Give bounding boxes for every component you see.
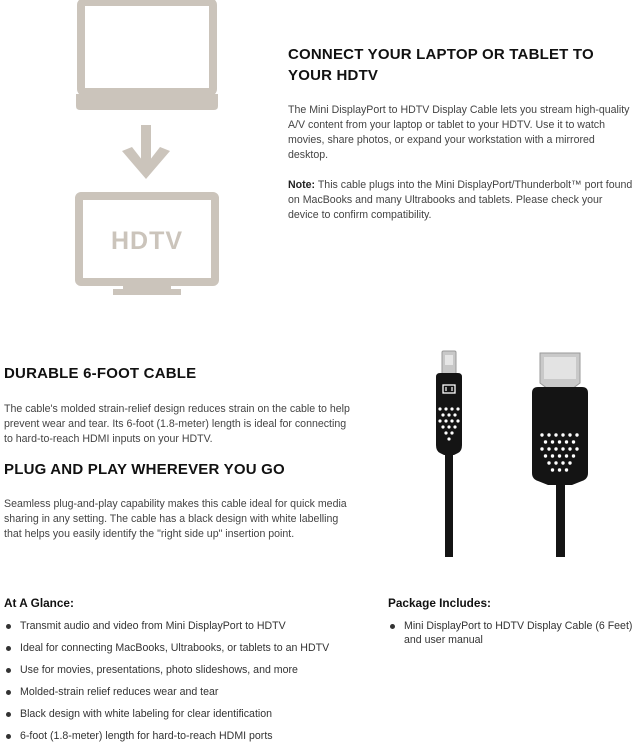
list-item: 6-foot (1.8-meter) length for hard-to-reach HDMI ports [4, 729, 374, 751]
list-item: Black design with white labeling for clear identification [4, 707, 374, 729]
list-item: Molded-strain relief reduces wear and tear [4, 685, 374, 707]
at-a-glance-list [4, 619, 374, 751]
connect-body: The Mini DisplayPort to HDTV Display Cable lets you stream high-quality A/V content from your laptop or tablet to your HDTV. Use it to watch movies, share photos, or expand your workstation with a mirrored desktop. [288, 104, 630, 161]
arrow-down-icon [120, 125, 172, 181]
package-includes-title: Package Includes: [388, 596, 491, 610]
connect-title: CONNECT YOUR LAPTOP OR TABLET TO YOUR HDTV [288, 46, 594, 84]
note-text: This cable plugs into the Mini DisplayPort/Thunderbolt™ port found on MacBooks and many Ultrabooks and tablets. Please check your device to confirm compatibility. [288, 179, 633, 221]
list-item: Use for movies, presentations, photo slideshows, and more [4, 663, 374, 685]
laptop-icon [76, 0, 218, 112]
plug-play-title: PLUG AND PLAY WHEREVER YOU GO [4, 461, 285, 478]
list-item: Mini DisplayPort to HDTV Display Cable (6 Feet) and user manual [388, 619, 638, 647]
durable-body: The cable's molded strain-relief design reduces strain on the cable to help prevent wear and tear. Its 6-foot (1.8-meter) length is ideal for connecting to hard-to-reach HDMI inputs on your HDTV. [4, 403, 350, 445]
note-label: Note: [288, 179, 316, 191]
compatibility-note [288, 178, 636, 223]
tv-label: HDTV [110, 227, 184, 255]
plug-play-body: Seamless plug-and-play capability makes this cable ideal for quick media sharing in any setting. The cable has a black design with white labelling that helps you easily identify the "right side up" insertion point. [4, 498, 347, 540]
at-a-glance-title: At A Glance: [4, 596, 74, 610]
package-includes-list [388, 619, 638, 647]
cable-connectors-image [420, 345, 600, 557]
list-item: Transmit audio and video from Mini DisplayPort to HDTV [4, 619, 374, 641]
tv-icon [75, 192, 219, 296]
list-item: Ideal for connecting MacBooks, Ultrabooks, or tablets to an HDTV [4, 641, 374, 663]
durable-title: DURABLE 6-FOOT CABLE [4, 365, 197, 382]
